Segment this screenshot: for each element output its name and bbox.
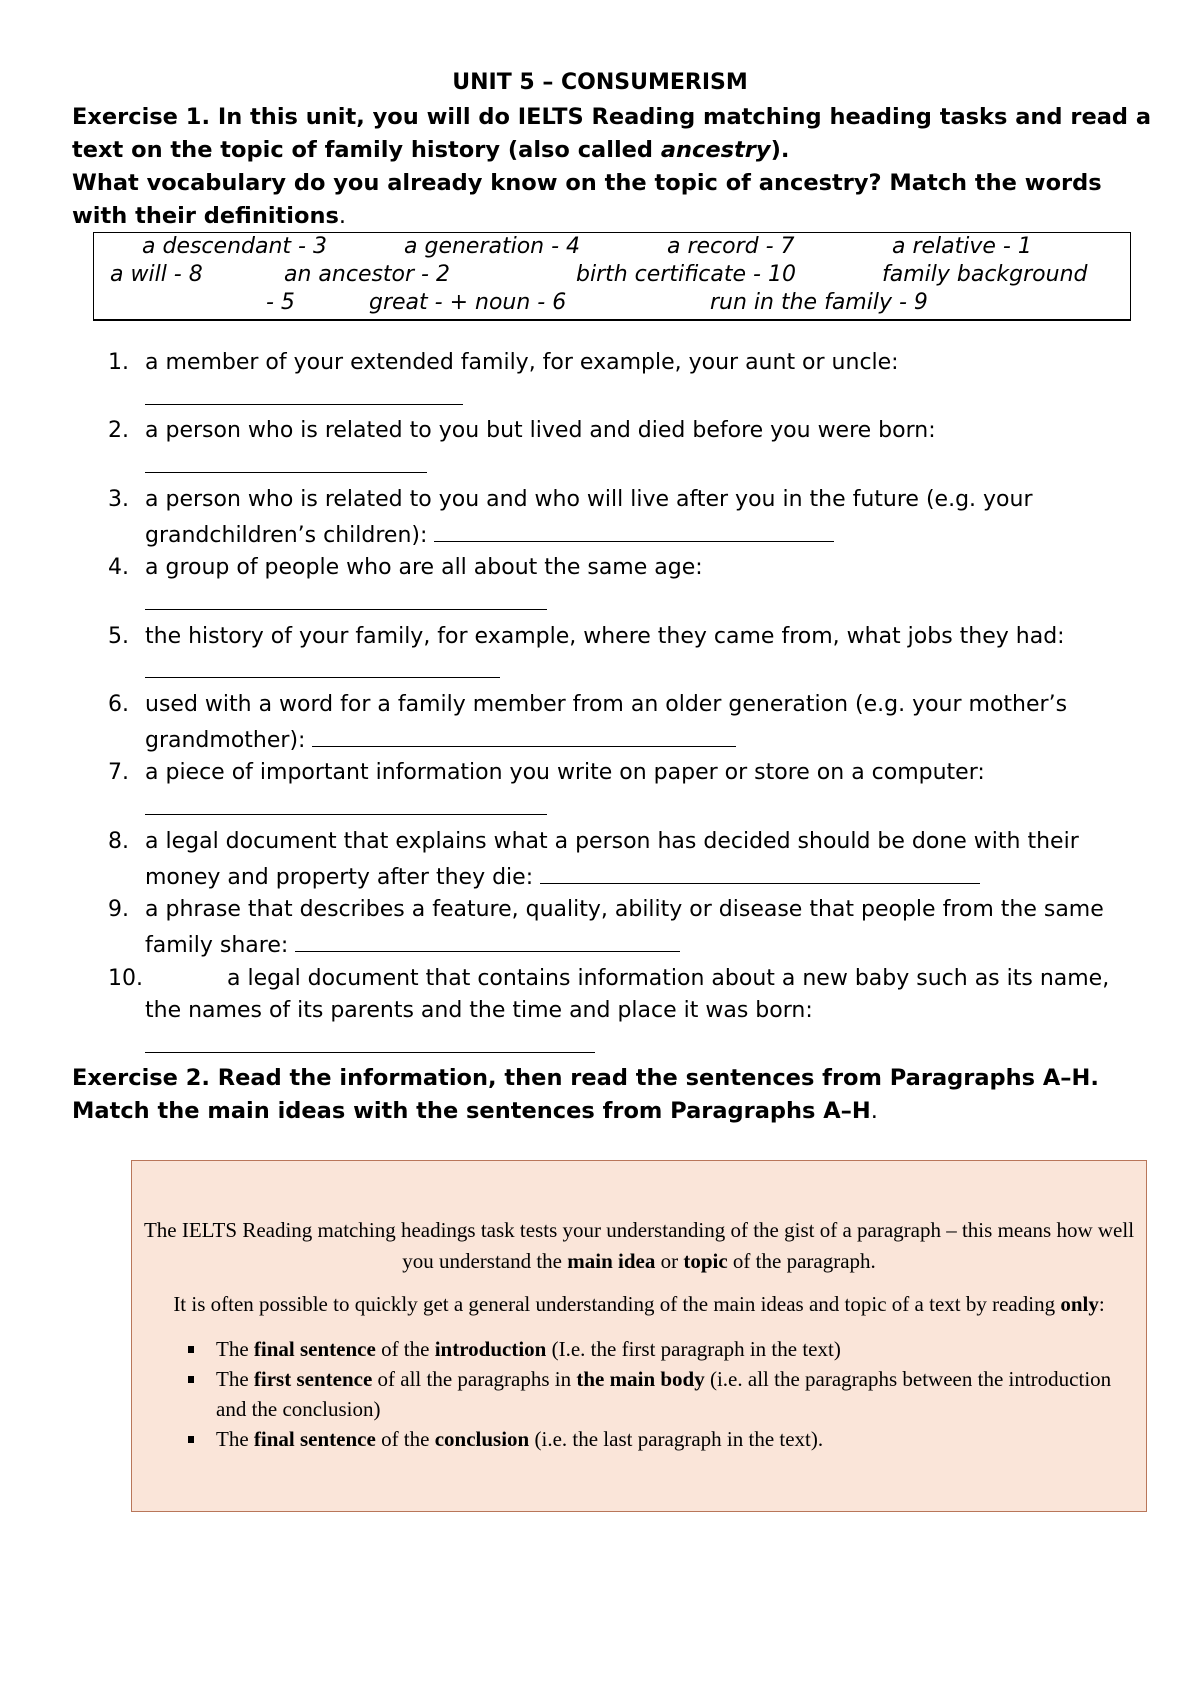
list-item	[0, 484, 1130, 552]
list-item	[0, 552, 1130, 620]
item-number: 7.	[108, 760, 129, 786]
exercise-2-text: Exercise 2. Read the information, then read the sentences from Paragraphs A–H. Match the main ideas with the sentences from Paragraphs A–H	[72, 1065, 1099, 1124]
text: (I.e. the first paragraph in the text)	[546, 1337, 841, 1361]
page-title: UNIT 5 – CONSUMERISM	[452, 70, 748, 95]
exercise-1-question: What vocabulary do you already know on the topic of ancestry? Match the words with their definitions	[72, 170, 1102, 229]
answer-blank[interactable]	[145, 380, 463, 405]
word-item: great - + noun - 6	[369, 290, 567, 315]
bold-term: final sentence	[253, 1337, 376, 1361]
text: The	[216, 1337, 254, 1361]
definition-text: a legal document that explains what a person has decided should be done with their money and property after they die:	[145, 828, 1079, 890]
bold-term: first sentence	[253, 1367, 373, 1391]
topic-term: topic	[683, 1249, 728, 1273]
definition-text: a person who is related to you and who will live after you in the future (e.g. your grandchildren’s children):	[145, 486, 1033, 548]
item-number: 10.	[108, 965, 143, 991]
definition-text: used with a word for a family member from an older generation (e.g. your mother’s grandmother):	[145, 692, 1068, 753]
exercise-1-instructions	[72, 101, 1152, 233]
text: The	[216, 1367, 254, 1391]
text: :	[1098, 1292, 1105, 1316]
bullet-item	[216, 1424, 1146, 1454]
item-number: 9.	[108, 897, 129, 923]
info-paragraph-1	[132, 1215, 1146, 1277]
item-number: 3.	[108, 486, 129, 512]
text: It is often possible to quickly get a general understanding of the main ideas and topic of a text by reading	[173, 1292, 1061, 1316]
answer-blank[interactable]	[145, 790, 547, 815]
text: (i.e. all the paragraphs between the introduction and the conclusion)	[216, 1367, 1112, 1421]
text: of the	[375, 1337, 435, 1361]
definitions-list	[0, 347, 1200, 1064]
info-paragraph-2	[132, 1289, 1146, 1320]
definition-text: a piece of important information you write on paper or store on a computer:	[145, 760, 985, 786]
list-item	[0, 963, 1130, 1064]
ancestry-term: ancestry	[660, 137, 771, 163]
item-number: 6.	[108, 692, 129, 718]
item-number: 2.	[108, 418, 129, 444]
list-item	[0, 689, 1130, 757]
answer-blank[interactable]	[434, 517, 834, 542]
word-box	[93, 232, 1131, 321]
bold-term: introduction	[434, 1337, 547, 1361]
text: The IELTS Reading matching headings task tests your understanding of the gist of a paragraph – this means how well you understand the	[143, 1218, 1135, 1273]
square-bullet-icon	[188, 1376, 194, 1383]
square-bullet-icon	[188, 1346, 194, 1353]
list-item	[0, 894, 1130, 962]
definition-text: a person who is related to you but lived and died before you were born:	[145, 418, 936, 444]
answer-blank[interactable]	[312, 722, 736, 747]
intro-end: ).	[770, 137, 790, 163]
text: or	[655, 1249, 684, 1273]
text: of all the paragraphs in	[372, 1367, 577, 1391]
info-bullet-list	[132, 1334, 1146, 1454]
definition-text: the history of your family, for example, where they came from, what jobs they had:	[145, 623, 1065, 649]
word-item: a record - 7	[667, 234, 795, 259]
exercise-2-end: .	[870, 1098, 878, 1124]
definition-text: a group of people who are all about the same age:	[145, 555, 703, 581]
answer-blank[interactable]	[540, 859, 980, 884]
answer-blank[interactable]	[145, 585, 547, 610]
only-term: only	[1060, 1292, 1099, 1316]
item-number: 5.	[108, 623, 129, 649]
bold-term: conclusion	[434, 1427, 530, 1451]
text: (i.e. the last paragraph in the text).	[529, 1427, 824, 1451]
word-item: an ancestor - 2	[284, 262, 450, 287]
exercise-1-label: Exercise 1	[72, 104, 202, 130]
main-idea-term: main idea	[567, 1249, 656, 1273]
word-item: family background	[882, 262, 1088, 287]
list-item	[0, 757, 1130, 825]
answer-blank[interactable]	[295, 927, 680, 952]
item-number: 4.	[108, 555, 129, 581]
exercise-2-instructions	[72, 1062, 1152, 1128]
answer-blank[interactable]	[145, 653, 500, 678]
text: The	[216, 1427, 254, 1451]
bold-term: final sentence	[253, 1427, 376, 1451]
list-item	[0, 347, 1130, 415]
word-item: - 5	[266, 290, 295, 315]
bullet-item	[216, 1364, 1146, 1424]
exercise-1-intro: . In this unit, you will do IELTS Reading matching heading tasks and read a text on the topic of family history (also called	[72, 104, 1152, 163]
bold-term: the main body	[576, 1367, 705, 1391]
item-number: 8.	[108, 828, 129, 854]
word-item: run in the family - 9	[710, 290, 928, 315]
word-item: a descendant - 3	[142, 234, 327, 259]
list-item	[0, 826, 1130, 894]
list-item	[0, 415, 1130, 483]
info-box	[131, 1160, 1147, 1512]
definition-text: a member of your extended family, for example, your aunt or uncle:	[145, 350, 899, 375]
square-bullet-icon	[188, 1436, 194, 1443]
list-item	[0, 621, 1130, 689]
word-item: a relative - 1	[892, 234, 1032, 259]
bullet-item	[216, 1334, 1146, 1364]
definition-text: a phrase that describes a feature, quality, ability or disease that people from the same family share:	[145, 897, 1104, 958]
text: of the	[375, 1427, 435, 1451]
item-number: 1.	[108, 350, 129, 375]
definition-text: a legal document that contains information about a new baby such as its name, the names of its parents and the time and place it was born:	[145, 965, 1110, 1024]
answer-blank[interactable]	[145, 1028, 595, 1053]
answer-blank[interactable]	[145, 448, 427, 473]
word-item: birth certificate - 10	[576, 262, 796, 287]
word-item: a generation - 4	[404, 234, 581, 259]
word-item: a will - 8	[110, 262, 203, 287]
question-end: .	[338, 203, 347, 229]
text: of the paragraph.	[727, 1249, 876, 1273]
